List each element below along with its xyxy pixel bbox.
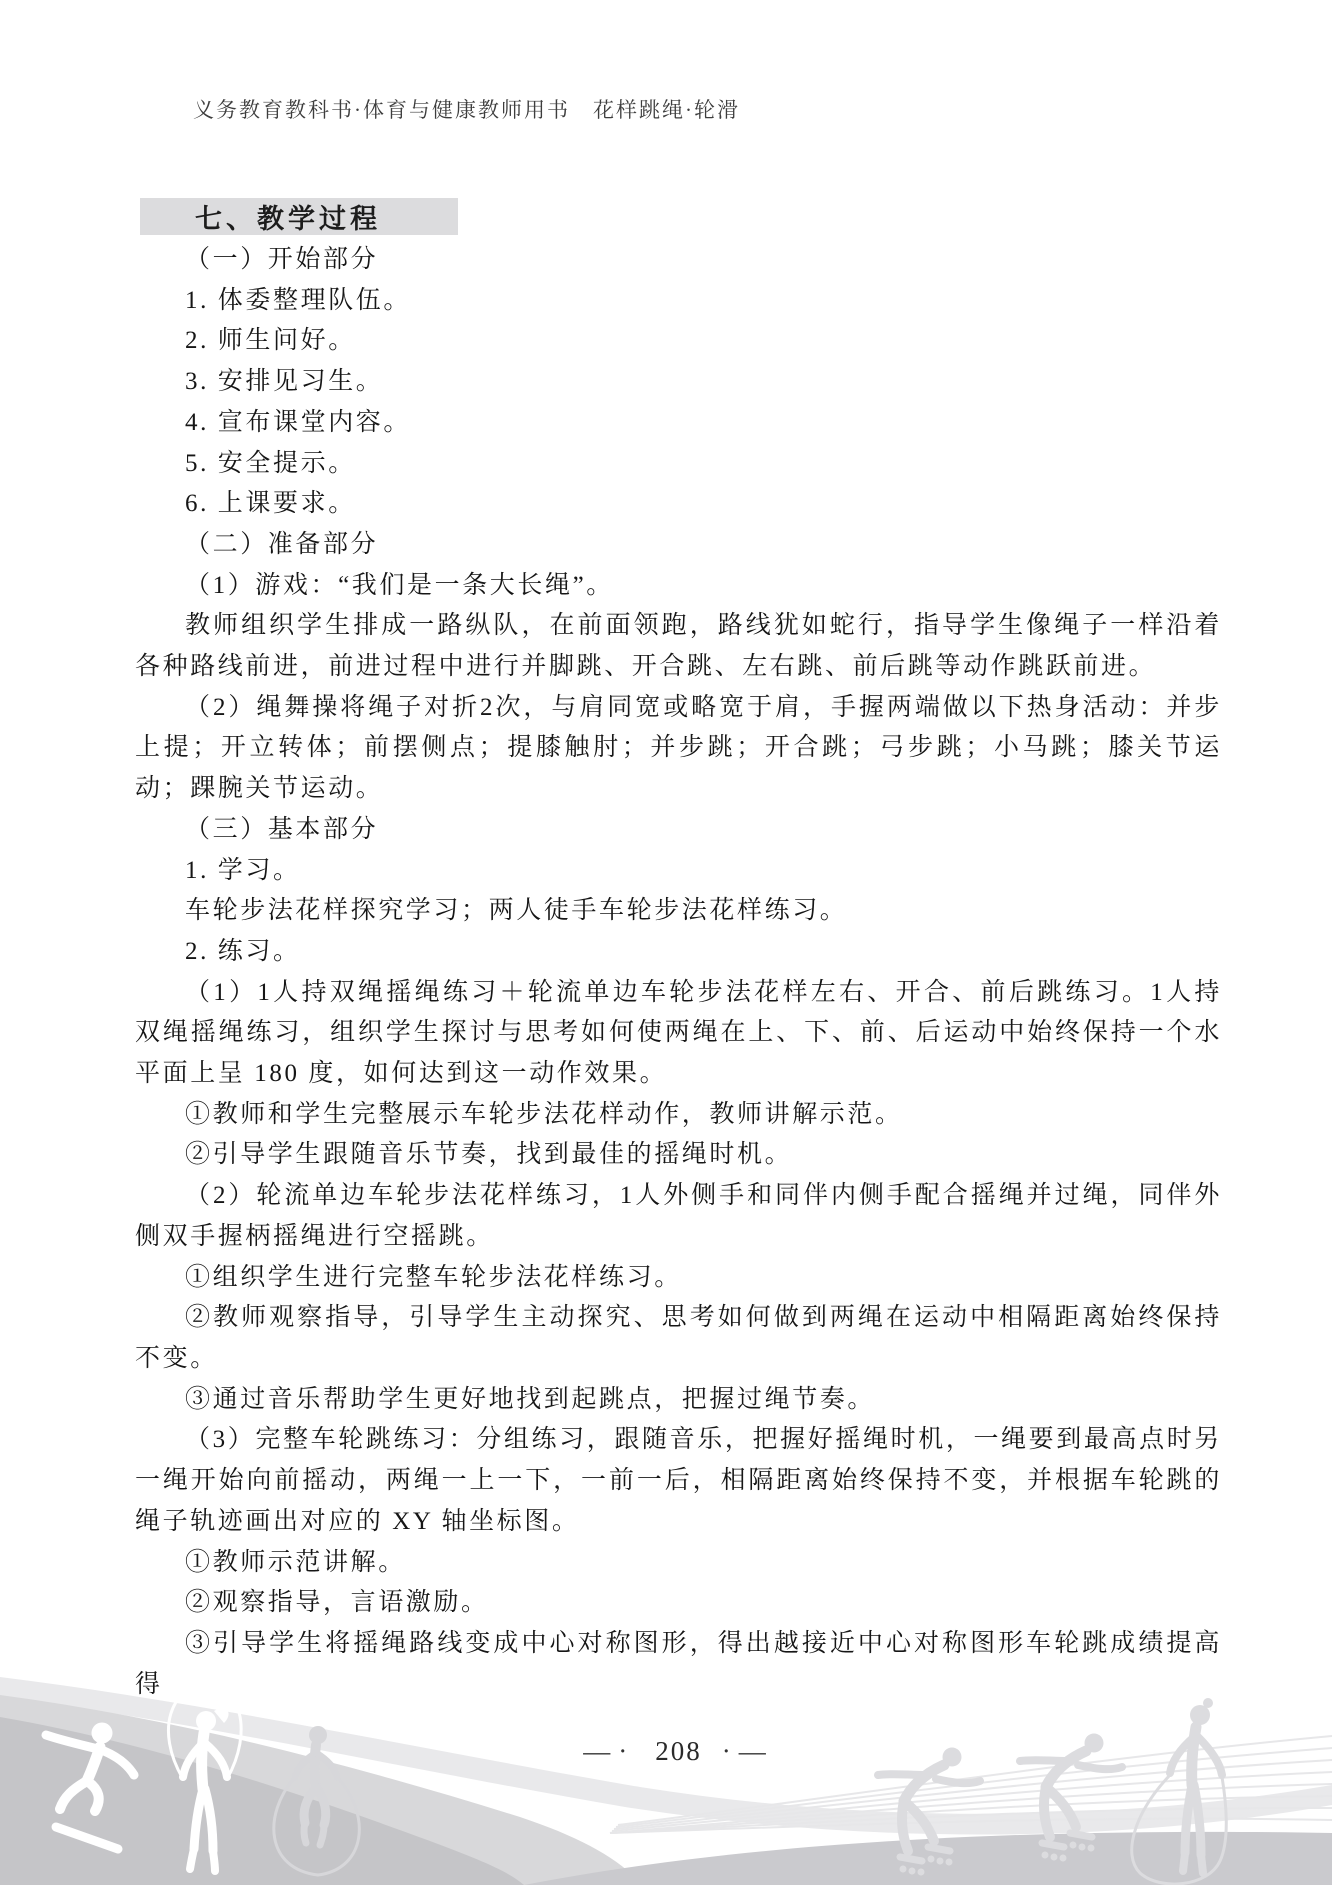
body-paragraph: （1）游戏：“我们是一条大长绳”。: [185, 571, 614, 599]
body-paragraph: （一）开始部分: [185, 246, 379, 273]
footer-dash-right: ·—: [721, 1736, 774, 1766]
footer-dash-left: —·: [583, 1736, 636, 1766]
body-paragraph: ②观察指导，言语激励。: [185, 1589, 489, 1617]
body-paragraph: 1. 体委整理队伍。: [185, 286, 412, 314]
body-paragraph: 3. 安排见习生。: [185, 368, 384, 396]
body-paragraph: ②引导学生跟随音乐节奏，找到最佳的摇绳时机。: [185, 1141, 793, 1169]
body-paragraph: ①教师和学生完整展示车轮步法花样动作，教师讲解示范。: [185, 1100, 903, 1128]
body-paragraph: 教师组织学生排成一路纵队，在前面领跑，路线犹如蛇行，指导学生像绳子一样沿着各种路线前进，前进过程中进行并脚跳、开合跳、左右跳、前后跳等动作跳跃前进。: [135, 612, 1222, 681]
section-heading-box: [140, 198, 458, 235]
body-paragraph: ①教师示范讲解。: [185, 1548, 406, 1576]
body-paragraph: （3）完整车轮跳练习：分组练习，跟随音乐，把握好摇绳时机，一绳要到最高点时另一绳开始向前摇动，两绳一上一下，一前一后，相隔距离始终保持不变，并根据车轮跳的绳子轨迹画出对应的 XY 轴坐标图。: [135, 1426, 1222, 1535]
body-paragraph: （2）轮流单边车轮步法花样练习，1人外侧手和同伴内侧手配合摇绳并过绳，同伴外侧双手握柄摇绳进行空摇跳。: [135, 1182, 1222, 1250]
body-paragraph: ①组织学生进行完整车轮步法花样练习。: [185, 1263, 682, 1291]
body-paragraph: （三）基本部分: [185, 815, 379, 843]
bottom-decoration: [0, 1665, 1332, 1885]
body-paragraph: ③引导学生将摇绳路线变成中心对称图形，得出越接近中心对称图形车轮跳成绩提高得: [135, 1629, 1222, 1698]
body-paragraph: （2）绳舞操将绳子对折2次，与肩同宽或略宽于肩，手握两端做以下热身活动：并步上提；开立转体；前摆侧点；提膝触肘；并步跳；开合跳；弓步跳；小马跳；膝关节运动；踝腕关节运动。: [135, 693, 1222, 803]
body-text: [135, 240, 1222, 1705]
body-paragraph: 6. 上课要求。: [185, 490, 356, 518]
body-paragraph: 2. 师生问好。: [185, 327, 356, 355]
body-paragraph: ③通过音乐帮助学生更好地找到起跳点，把握过绳节奏。: [185, 1385, 876, 1413]
body-paragraph: （1）1人持双绳摇绳练习＋轮流单边车轮步法花样左右、开合、前后跳练习。1人持双绳摇绳练习，组织学生探讨与思考如何使两绳在上、下、前、后运动中始终保持一个水平面上呈 180 度，如何达到这一动作效果。: [135, 978, 1222, 1088]
running-head: 义务教育教科书·体育与健康教师用书 花样跳绳·轮滑: [193, 98, 740, 122]
body-paragraph: （二）准备部分: [185, 530, 379, 558]
body-paragraph: 4. 宣布课堂内容。: [185, 408, 412, 436]
body-paragraph: 1. 学习。: [185, 856, 301, 884]
page-footer: [135, 1736, 1222, 1767]
section-heading: 七、教学过程: [195, 204, 381, 234]
body-paragraph: 2. 练习。: [185, 937, 301, 965]
body-paragraph: 5. 安全提示。: [185, 449, 356, 477]
page-number: 208: [655, 1736, 702, 1766]
body-paragraph: ②教师观察指导，引导学生主动探究、思考如何做到两绳在运动中相隔距离始终保持不变。: [135, 1304, 1222, 1372]
body-paragraph: 车轮步法花样探究学习；两人徒手车轮步法花样练习。: [185, 897, 848, 925]
